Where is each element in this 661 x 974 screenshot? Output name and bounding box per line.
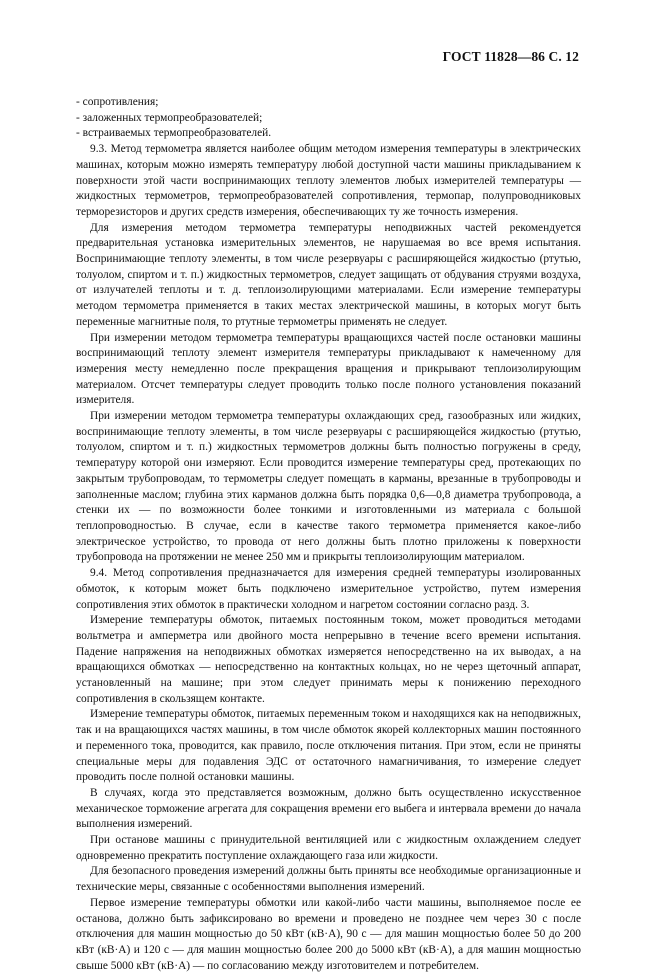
list-item-resistance: - сопротивления;	[76, 96, 159, 108]
paragraph-stationary-parts: Для измерения методом термометра температуры неподвижных частей рекомендуется предварительная установка измерительных элементов, не нарушаемая во все время испытания. Воспринимающие теплоту элементы, в том числе резервуары с расширяющейся жидкостью (ртутью, толуолом, спиртом и т. п.) жидкостных термометров, следует защищать от обдувания струями воздуха, от излучателей теплоты и т. д. теплоизолирующими материалами. Если измерение температуры методом термометра применяется в таких местах электрической машины, в которых могут быть переменные магнитные поля, то ртутные термометры применять не следует.	[76, 221, 581, 328]
paragraph-safety: Для безопасного проведения измерений должны быть приняты все необходимые организационные и технические меры, связанные с особенностями выполнения измерений.	[76, 865, 581, 894]
paragraph-9-4: 9.4. Метод сопротивления предназначается для измерения средней температуры изолированных обмоток, к которым может быть подключено измерительное устройство, путем измерения сопротивления этих обмоток в практически холодном и нагретом состоянии согласно разд. 3.	[76, 567, 581, 611]
paragraph-first-measurement: Первое измерение температуры обмотки или какой-либо части машины, выполняемое после ее останова, должно быть зафиксировано во времени и проведено не позднее чем через 30 с после отключения для машин мощностью до 50 кВт (кВ·А), 90 с — для машин мощностью более 50 до 200 кВт (кВ·А) и 120 с — для машин мощностью более 200 до 5000 кВт (кВ·А), а для машин мощностью свыше 5000 кВт (кВ·А) — по согласованию между изготовителем и потребителем.	[76, 896, 581, 972]
document-body	[76, 95, 581, 974]
paragraph-cooling-media: При измерении методом термометра температуры охлаждающих сред, газообразных или жидких, воспринимающие теплоту элементы, в том числе резервуары с расширяющейся жидкостью (ртутью, толуолом, спиртом и т. п.) жидкостных термометров должны быть полностью погружены в среду, температуру которой они измеряют. Если проводится измерение температуры сред, протекающих по закрытым трубопроводам, то термометры следует помещать в карманы, врезанные в трубопроводы и заполненные маслом; глубина этих карманов должна быть порядка 0,6—0,8 диаметра трубопровода, а стенки их — по возможности более тонкими и изготовленными из материала с большой теплопроводностью. В случае, если в качестве такого термометра применяется какое-либо электрическое устройство, то провода от него должны быть плотно приложены к поверхности трубопровода на протяжении не менее 250 мм и прикрыты теплоизолирующим материалом.	[76, 410, 581, 564]
paragraph-braking: В случаях, когда это представляется возможным, должно быть осуществленно искусственное механическое торможение агрегата для сокращения времени его выбега и интервала времени до начала выполнения измерений.	[76, 786, 581, 831]
paragraph-rotating-parts: При измерении методом термометра температуры вращающихся частей после остановки машины воспринимающий теплоту элемент измерителя температуры прикладывают к намеченному для измерения месту немедленно после прекращения вращения и прикрывают теплоизолирующим материалом. Отсчет температуры следует проводить только после полного установления показаний измерителя.	[76, 331, 581, 407]
paragraph-ac-windings: Измерение температуры обмоток, питаемых переменным током и находящихся как на неподвижных, так и на вращающихся частях машины, в том числе обмоток якорей коллекторных машин постоянного и переменного тока, проводится, как правило, после отключения питания. При этом, если не приняты специальные меры для подавления ЭДС от остаточного намагничивания, то измерение следует проводить после полной остановки машины.	[76, 708, 582, 784]
paragraph-9-3: 9.3. Метод термометра является наиболее общим методом измерения температуры в электрических машинах, которым можно измерять температуру любой доступной части машины прикладыванием к поверхности этой части воспринимающих теплоту элементов любых измерителей температуры — жидкостных термометров, термопреобразователей сопротивления, термопар, полупроводниковых терморезисторов и других средств измерения, обеспечивающих ту же точность измерения.	[76, 143, 581, 218]
list-item-built-in-sensors: - встраиваемых термопреобразователей.	[76, 127, 272, 140]
page-header: ГОСТ 11828—86 С. 12	[442, 49, 579, 64]
paragraph-forced-cooling: При останове машины с принудительной вентиляцией или с жидкостным охлаждением следует одновременно прекратить поступление охлаждающего газа или жидкости.	[76, 834, 581, 862]
paragraph-dc-windings: Измерение температуры обмоток, питаемых постоянным током, может проводиться методами вольтметра и амперметра или двойного моста непрерывно в течение всего времени испытания. Падение напряжения на неподвижных обмотках измеряется непосредственно на их выводах, а на вращающихся обмотках — непосредственно на контактных кольцах, но не через щеточный аппарат, установленный на машине; при этом следует принимать меры к понижению переходного сопротивления в скользящем контакте.	[76, 614, 581, 705]
list-item-embedded-sensors: - заложенных термопреобразователей;	[76, 111, 263, 124]
